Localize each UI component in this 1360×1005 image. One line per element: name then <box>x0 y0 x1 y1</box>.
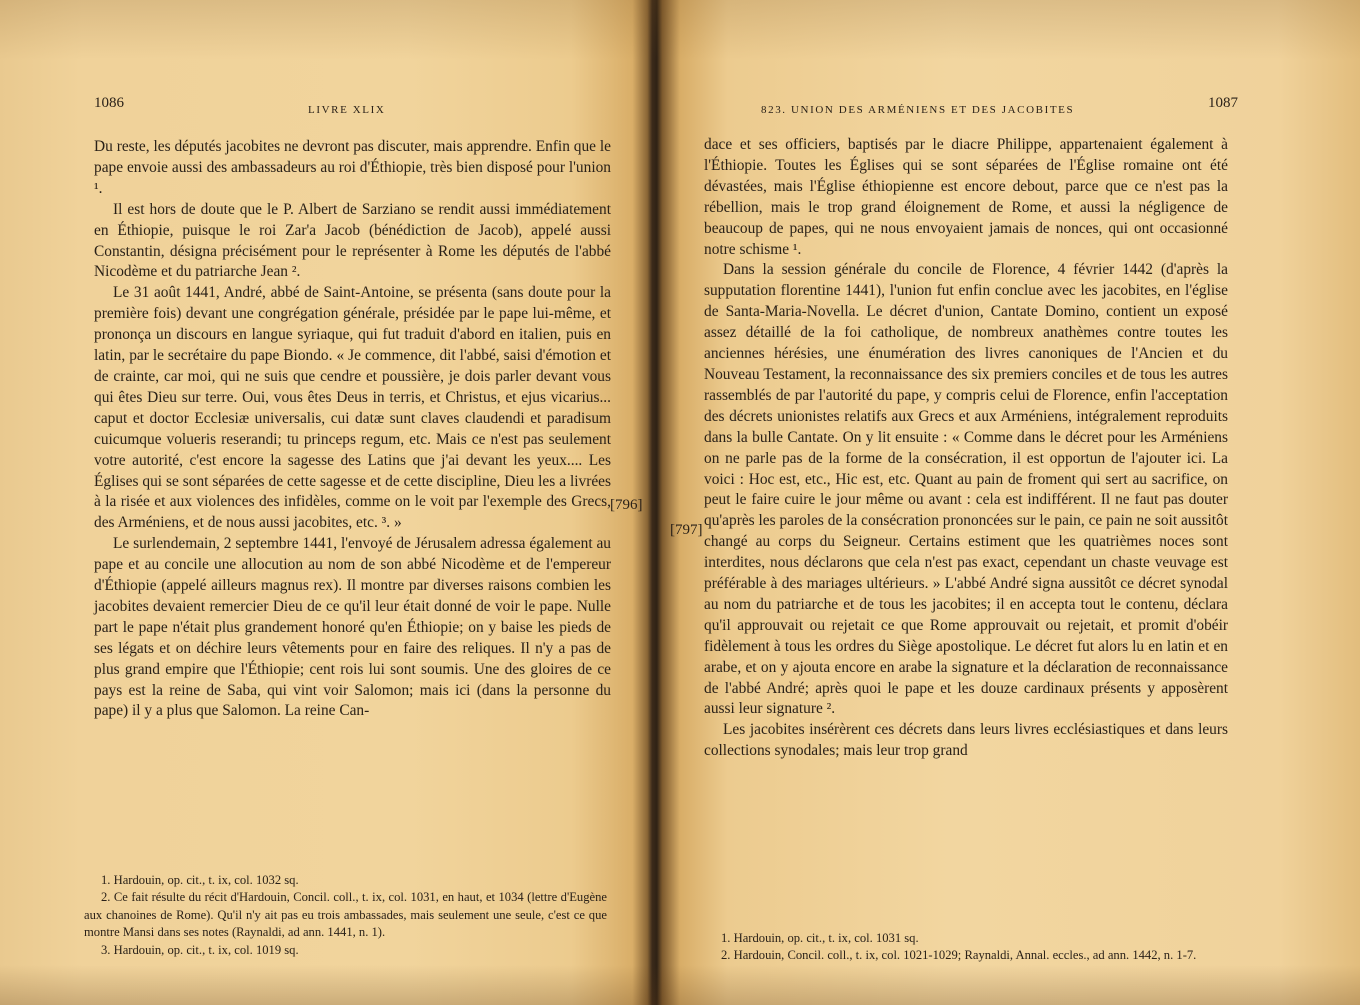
right-page <box>702 0 1238 1005</box>
right-footnotes <box>704 930 1230 965</box>
paragraph: Le surlendemain, 2 septembre 1441, l'envoyé de Jérusalem adressa également au pape et au concile une allocution au nom de son abbé Nicodème et de l'empereur d'Éthiopie (appelé ailleurs magnus rex). Il montre par diverses raisons combien les jacobites devaient remercier Dieu de ce qu'il leur était donné de voir le pape. Nulle part le pape n'était plus grandement honoré qu'en Éthiopie; on y baise les pieds de ses légats et on déchire leurs vêtements pour en faire des reliques. Il n'y a pas de plus grand empire que l'Éthiopie; cent rois lui sont soumis. Une des gloires de ce pays est la reine de Saba, qui vint voir Salomon; mais ici (dans la personne du pape) il y a plus que Salomon. La reine Can- <box>94 535 611 720</box>
left-body-text <box>94 137 611 722</box>
left-running-head <box>84 96 611 118</box>
paragraph: Du reste, les députés jacobites ne devront pas discuter, mais apprendre. Enfin que le pape envoie aussi des ambassadeurs au roi d'Éthiopie, très bien disposé pour l'union ¹. <box>94 138 611 197</box>
paragraph: Les jacobites insérèrent ces décrets dans leurs livres ecclésiastiques et dans leurs collections synodales; mais leur trop grand <box>704 721 1228 760</box>
right-body-text <box>704 135 1228 762</box>
left-page <box>84 0 611 1005</box>
running-title-left: LIVRE XLIX <box>308 104 386 116</box>
running-title-right: 823. UNION DES ARMÉNIENS ET DES JACOBITES <box>761 104 1075 116</box>
page-number-right: 1087 <box>1208 95 1238 111</box>
footnote: 2. Hardouin, Concil. coll., t. ix, col. 1021-1029; Raynaldi, Annal. eccles., ad ann. 1442, n. 1-7. <box>721 948 1197 963</box>
paragraph: dace et ses officiers, baptisés par le diacre Philippe, appartenaient également à l'Éthiopie. Toutes les Églises qui se sont séparées de l'Église romaine ont été dévastées, mais l'Église éthiopienne est encore debout, parce que ce n'est pas la rébellion, mais le trop grand éloignement de Rome, et aussi la négligence de beaucoup de papes, qui ne nous envoyaient jamais de nonces, qui ont occasionné notre schisme ¹. <box>704 136 1228 258</box>
right-running-head <box>702 95 1238 118</box>
footnote: 2. Ce fait résulte du récit d'Hardouin, Concil. coll., t. ix, col. 1031, en haut, et 1034 (lettre d'Eugène aux chanoines de Rome). Qu'il n'y ait pas eu trois ambassades, mais seulement une seule, c'est ce que montre Mansi dans ses notes (Raynaldi, ad ann. 1441, n. 1). <box>84 890 607 940</box>
margin-marker-right: [797] <box>670 522 703 538</box>
paragraph: Le 31 août 1441, André, abbé de Saint-Antoine, se présenta (sans doute pour la première fois) devant une congrégation générale, présidée par le pape lui-même, et prononça un discours en langue syriaque, qui fut traduit d'abord en italien, puis en latin, par le secrétaire du pape Biondo. « Je commence, dit l'abbé, saisi d'émotion et de crainte, car moi, qui ne suis que cendre et poussière, je dois parler devant vous qui êtes Dieu sur terre. Oui, vous êtes Deus in terris, et Christus, et ejus vicarius... caput et doctor Ecclesiæ universalis, cui datæ sunt claves claudendi et paradisum cuicumque volueris reserandi; tu princeps regum, etc. Mais ce n'est pas seulement votre autorité, c'est encore la sagesse des Latins que j'ai devant les yeux.... Les Églises qui se sont séparées de cette sagesse et de cette discipline, Dieu les a livrées à la risée et aux violences des infidèles, comme on le voit par l'exemple des Grecs, des Arméniens, et de nous aussi jacobites, etc. ³. » <box>94 284 611 532</box>
footnote: 1. Hardouin, op. cit., t. ix, col. 1032 sq. <box>101 873 299 887</box>
left-footnotes <box>84 872 607 959</box>
page-number-left: 1086 <box>94 95 124 111</box>
footnote: 3. Hardouin, op. cit., t. ix, col. 1019 sq. <box>101 942 299 957</box>
margin-marker-left: [796] <box>610 497 643 513</box>
footnote: 1. Hardouin, op. cit., t. ix, col. 1031 sq. <box>721 931 919 945</box>
paragraph: Dans la session générale du concile de Florence, 4 février 1442 (d'après la supputation florentine 1441), l'union fut enfin conclue avec les jacobites, en l'église de Santa-Maria-Novella. Le décret d'union, Cantate Domino, contient un exposé assez détaillé de la foi catholique, de nombreux anathèmes contre toutes les anciennes hérésies, une énumération des livres canoniques de l'Ancien et du Nouveau Testament, la reconnaissance des six premiers conciles et de tous les autres rassemblés de par l'autorité du pape, y compris celui de Florence, enfin l'acceptation des décrets unionistes relatifs aux Grecs et aux Arméniens, intégralement reproduits dans la bulle Cantate. On y lit ensuite : « Comme dans le décret pour les Arméniens on ne parle pas de la forme de la consécration, il est opportun de l'ajouter ici. La voici : Hoc est, etc., Hic est, etc. Quant au pain de froment qui sert au sacrifice, on peut le faire cuire le jour même ou avant : cela est indifférent. Il ne faut pas douter qu'après les paroles de la consécration prononcées sur le pain, ce pain ne soit aussitôt changé au corps du Seigneur. Certains estiment que les quatrièmes noces sont interdites, nous déclarons que cela n'est pas exact, cependant un chaste veuvage est préférable à des mariages ultérieurs. » L'abbé André signa aussitôt ce décret synodal au nom du patriarche et de tous les jacobites; il en accepta tout le contenu, déclara qu'il approuvait ou rejetait ce que Rome approuvait ou rejetait, et promit d'obéir fidèlement à tous les ordres du Siège apostolique. Le décret fut alors lu en latin et en arabe, et on y ajouta encore en arabe la signature et la déclaration de reconnaissance de l'abbé André; après quoi le pape et les douze cardinaux présents y apposèrent aussi leur signature ². <box>704 261 1228 718</box>
paragraph: Il est hors de doute que le P. Albert de Sarziano se rendit aussi immédiatement en Éthiopie, puisque le roi Zar'a Jacob (bénédiction de Jacob), appelé aussi Constantin, désigna précisément pour le représenter à Rome les députés de l'abbé Nicodème et du patriarche Jean ². <box>94 200 611 281</box>
